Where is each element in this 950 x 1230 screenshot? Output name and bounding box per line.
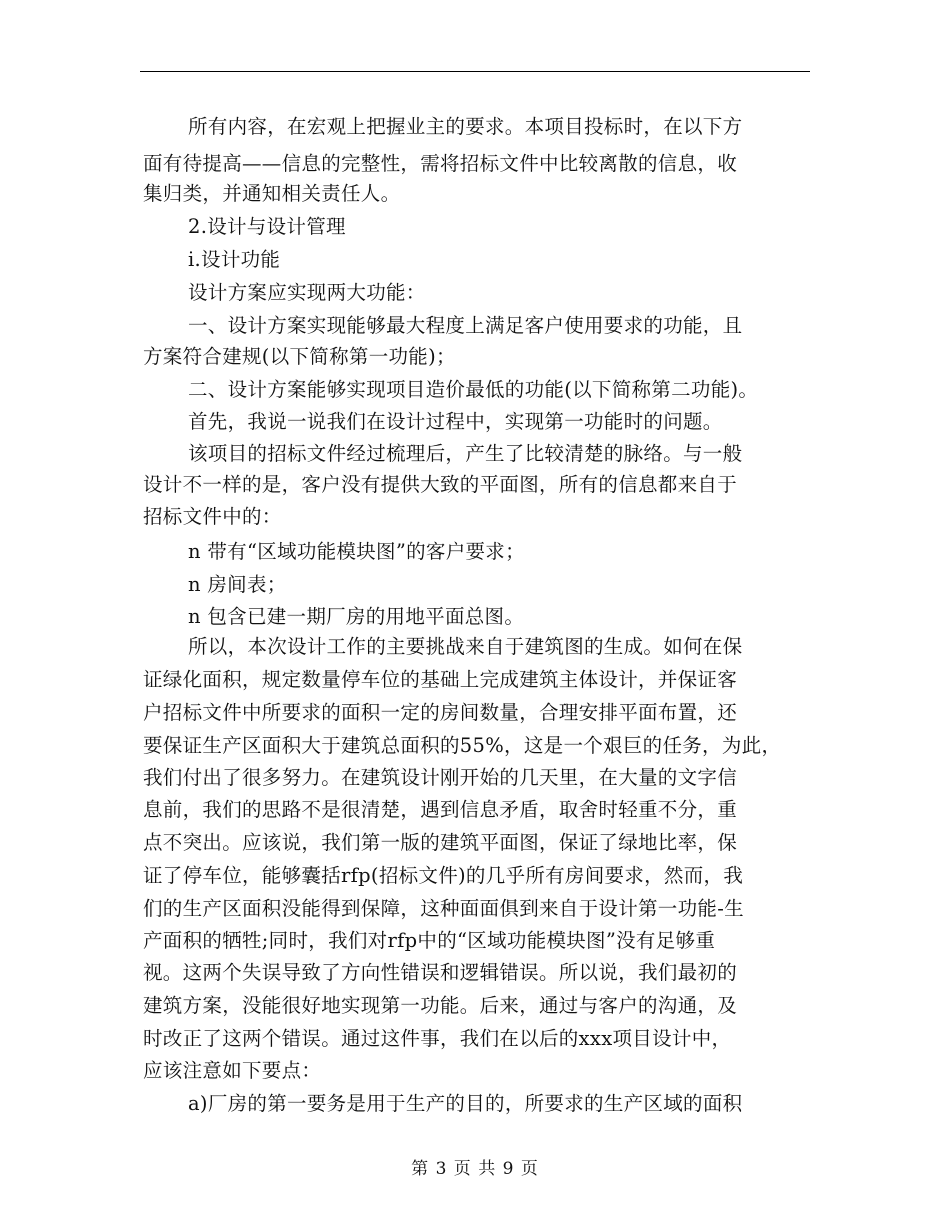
- list-item: n 包含已建一期厂房的用地平面总图。: [188, 605, 525, 628]
- list-item: a)厂房的第一要务是用于生产的目的，所要求的生产区域的面积: [188, 1092, 743, 1115]
- paragraph-line: 证了停车位，能够囊括rfp(招标文件)的几乎所有房间要求，然而，我: [143, 864, 744, 887]
- paragraph-line: 设计不一样的是，客户没有提供大致的平面图，所有的信息都来自于: [143, 473, 738, 496]
- paragraph-line: 产面积的牺牲;同时，我们对rfp中的“区域功能模块图”没有足够重: [143, 929, 716, 952]
- header-rule: [140, 71, 810, 72]
- paragraph-line: 们的生产区面积没能得到保障，这种面面俱到来自于设计第一功能-生: [143, 897, 744, 920]
- paragraph-line: 点不突出。应该说，我们第一版的建筑平面图，保证了绿地比率，保: [143, 831, 738, 854]
- paragraph-line: 要保证生产区面积大于建筑总面积的55%，这是一个艰巨的任务，为此，: [143, 734, 782, 757]
- subsection-heading: i.设计功能: [188, 248, 281, 271]
- paragraph-line: 设计方案应实现两大功能：: [188, 281, 426, 304]
- section-heading: 2.设计与设计管理: [188, 215, 346, 238]
- paragraph-line: 面有待提高——信息的完整性，需将招标文件中比较离散的信息，收: [143, 152, 738, 175]
- paragraph-line: 该项目的招标文件经过梳理后，产生了比较清楚的脉络。与一般: [188, 442, 743, 465]
- paragraph-line: 二、设计方案能够实现项目造价最低的功能(以下简称第二功能)。: [188, 378, 759, 401]
- paragraph-line: 户招标文件中所要求的面积一定的房间数量，合理安排平面布置，还: [143, 701, 738, 724]
- paragraph-line: 所以，本次设计工作的主要挑战来自于建筑图的生成。如何在保: [188, 635, 743, 658]
- page-number-footer: 第 3 页 共 9 页: [411, 1159, 539, 1179]
- paragraph-line: 应该注意如下要点：: [143, 1059, 322, 1082]
- paragraph-line: 证绿化面积，规定数量停车位的基础上完成建筑主体设计，并保证客: [143, 668, 738, 691]
- paragraph-line: 建筑方案，没能很好地实现第一功能。后来，通过与客户的沟通，及: [143, 994, 738, 1017]
- paragraph-line: 方案符合建规(以下简称第一功能)；: [143, 345, 456, 368]
- paragraph-line: 招标文件中的：: [143, 505, 282, 528]
- paragraph-line: 一、设计方案实现能够最大程度上满足客户使用要求的功能，且: [188, 314, 743, 337]
- paragraph-line: 视。这两个失误导致了方向性错误和逻辑错误。所以说，我们最初的: [143, 961, 738, 984]
- paragraph-line: 集归类，并通知相关责任人。: [143, 182, 401, 205]
- list-item: n 带有“区域功能模块图”的客户要求；: [188, 540, 525, 563]
- paragraph-line: 时改正了这两个错误。通过这件事，我们在以后的xxx项目设计中，: [143, 1027, 732, 1050]
- paragraph-line: 所有内容，在宏观上把握业主的要求。本项目投标时，在以下方: [188, 115, 743, 138]
- paragraph-line: 首先，我说一说我们在设计过程中，实现第一功能时的问题。: [188, 410, 723, 433]
- list-item: n 房间表；: [188, 573, 287, 596]
- paragraph-line: 息前，我们的思路不是很清楚，遇到信息矛盾，取舍时轻重不分，重: [143, 798, 738, 821]
- paragraph-line: 我们付出了很多努力。在建筑设计刚开始的几天里，在大量的文字信: [143, 766, 738, 789]
